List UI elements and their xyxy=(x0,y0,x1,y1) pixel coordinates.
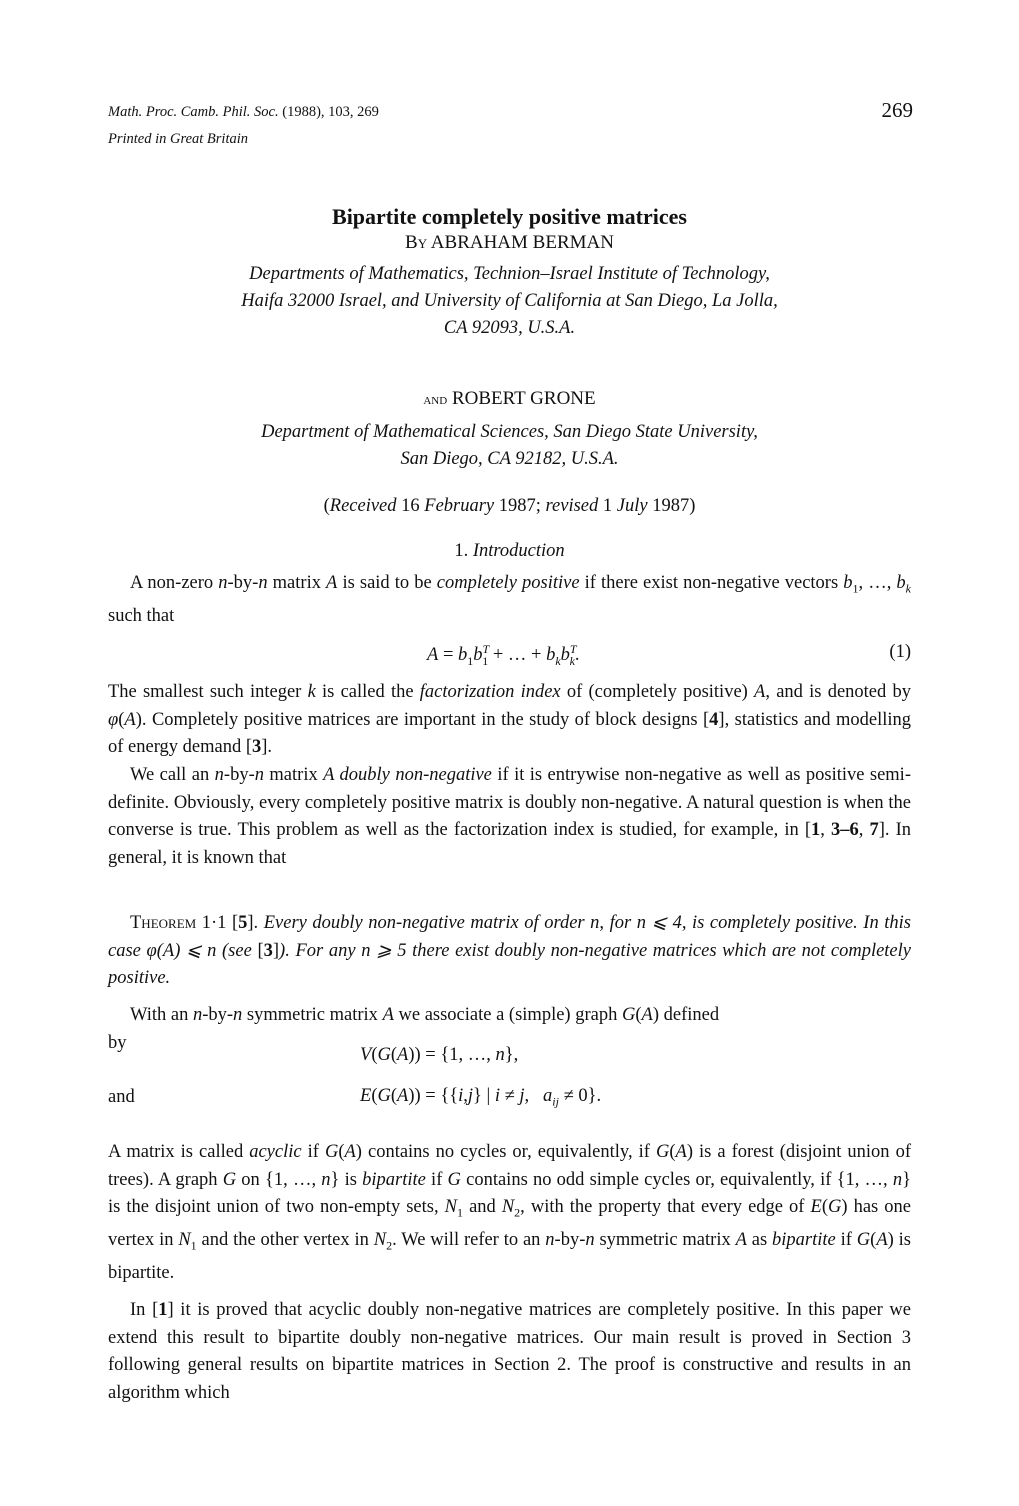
intro-paragraph-6: In [1] it is proved that acyclic doubly non-negative matrices are completely positive. In this paper we extend this result to bipartite doubly non-negative matrices. Our main result is proved in Section 3 following general results on bipartite matrices in Section 2. The proof is constructive and results in an algorithm which xyxy=(108,1300,911,1403)
theorem-1-1: Theorem 1·1 [5]. Every doubly non-negative matrix of order n, for n ⩽ 4, is completely positive. In this case φ(A) ⩽ n (see [3]). For any n ⩾ 5 there exist doubly non-negative matrices which are not completely positive. xyxy=(108,913,911,988)
intro-paragraph-3: We call an n-by-n matrix A doubly non-negative if it is entrywise non-negative as well as positive semi-definite. Obviously, every completely positive matrix is doubly non-negative. A natural question is when the converse is true. This problem as well as the factorization index is studied, for example, in [1, 3–6, 7]. In general, it is known that xyxy=(108,765,912,868)
section-heading: 1. Introduction xyxy=(454,541,565,561)
intro-paragraph-2: The smallest such integer k is called the factorization index of (completely positive) A, and is denoted by φ(A). Completely positive matrices are important in the study of block designs [4], statistics and modelling of energy demand [3]. xyxy=(108,682,911,757)
received-dates: (Received 16 February 1987; revised 1 July 1987) xyxy=(323,496,696,516)
intro-paragraph-5: A matrix is called acyclic if G(A) contains no cycles or, equivalently, if G(A) is a forest (disjoint union of trees). A graph G on {1, …, n} is bipartite if G contains no odd simple cycles or, equivalently, if {1, …, n} is the disjoint union of two non-empty sets, $N_1$ and $N_2$, with the property that every edge of E(G) has one vertex in $N_1$ and the other vertex in $N_2$. We will refer to an n-by-n symmetric matrix A as bipartite if G(A) is bipartite. xyxy=(108,1142,911,1284)
author-2-name: ROBERT GRONE xyxy=(451,388,596,409)
author-2-affiliation-line-1: Department of Mathematical Sciences, San Diego State University, xyxy=(261,422,758,442)
page-number: 269 xyxy=(881,98,913,122)
and-label: and xyxy=(423,392,448,408)
author-2 xyxy=(0,388,1019,410)
author-2-affiliation-line-2: San Diego, CA 92182, U.S.A. xyxy=(400,449,619,469)
author-1 xyxy=(0,232,1019,254)
author-1-affiliation-line-3: CA 92093, U.S.A. xyxy=(443,318,576,338)
journal-year-volume: (1988), 103, 269 xyxy=(282,104,379,120)
journal-name: Math. Proc. Camb. Phil. Soc. xyxy=(108,104,279,120)
printed-note: Printed in Great Britain xyxy=(108,131,249,147)
intro-paragraph-4: With an n-by-n symmetric matrix A we associate a (simple) graph G(A) defined xyxy=(130,1005,720,1025)
edge-set-equation: E(G(A)) = {{i,j} | i ≠ j, $a_{ij} \ne 0$}. xyxy=(360,1086,602,1109)
by-text: by xyxy=(108,1033,127,1053)
paper-title: Bipartite completely positive matrices xyxy=(332,204,687,229)
author-1-affiliation-line-2: Haifa 32000 Israel, and University of California at San Diego, La Jolla, xyxy=(241,291,778,311)
and-text: and xyxy=(108,1087,135,1107)
vertex-set-equation: V(G(A)) = {1, …, n}, xyxy=(360,1045,519,1065)
journal-citation xyxy=(108,104,379,121)
equation-1: $A = b_1b^T_1$ + … + $b_kb^T_k$. xyxy=(427,642,580,668)
author-1-name: ABRAHAM BERMAN xyxy=(430,232,614,253)
by-label: By xyxy=(405,232,428,253)
author-1-affiliation-line-1: Departments of Mathematics, Technion–Israel Institute of Technology, xyxy=(249,264,770,284)
equation-1-number: (1) xyxy=(889,642,911,662)
intro-paragraph-1: A non-zero n-by-n matrix A is said to be completely positive if there exist non-negative vectors $b_1$, …, $b_k$ such that xyxy=(108,573,911,627)
